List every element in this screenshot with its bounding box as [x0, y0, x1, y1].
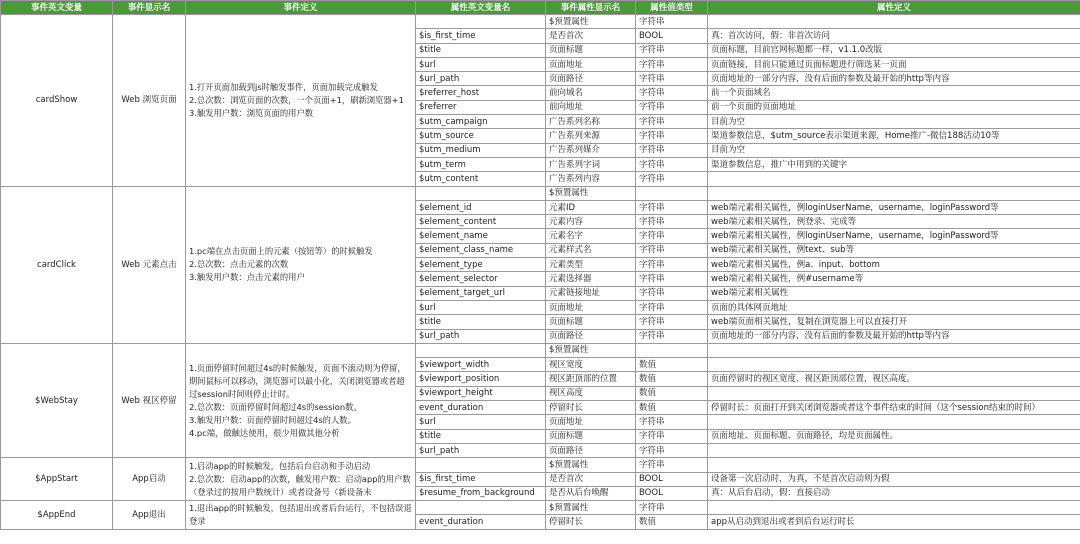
attribute-definition-cell: 前一个页面域名 [708, 86, 1080, 100]
attribute-definition-cell: 页面地址的一部分内容，没有后面的参数及最开始的http等内容 [708, 329, 1080, 343]
event-display-cell: Web 浏览页面 [113, 15, 186, 187]
attribute-var-cell: $element_class_name [416, 243, 546, 257]
attribute-var-cell: event_duration [416, 515, 546, 529]
attribute-var-cell: $url [416, 415, 546, 429]
attribute-var-cell: $url_path [416, 329, 546, 343]
attribute-definition-cell: web端元素相关属性，例loginUserName，username，loginPassword等 [708, 229, 1080, 243]
event-name-cell: cardClick [1, 186, 113, 343]
attribute-type-cell: 字符串 [636, 458, 708, 472]
attribute-definition-cell: 页面地址的一部分内容，没有后面的参数及最开始的http等内容 [708, 72, 1080, 86]
event-definition-cell [186, 343, 416, 457]
attribute-definition-cell: web端元素相关属性，例登录、完成等 [708, 215, 1080, 229]
attribute-display-cell: 页面路径 [546, 443, 636, 457]
attribute-var-cell: $utm_medium [416, 143, 546, 157]
attribute-var-cell: $referrer [416, 100, 546, 114]
attribute-type-cell: 字符串 [636, 300, 708, 314]
event-name-cell: $WebStay [1, 343, 113, 457]
attribute-type-cell: 数值 [636, 386, 708, 400]
attribute-var-cell: $utm_campaign [416, 115, 546, 129]
table-row [1, 15, 1080, 29]
attribute-definition-cell [708, 501, 1080, 515]
attribute-definition-cell: 页面链接，目前只能通过页面标题进行筛选某一页面 [708, 57, 1080, 71]
attribute-type-cell: 字符串 [636, 86, 708, 100]
attribute-definition-cell: web端元素相关属性 [708, 286, 1080, 300]
attribute-type-cell: 字符串 [636, 215, 708, 229]
attribute-var-cell: $viewport_position [416, 372, 546, 386]
header-cell: 事件属性显示名 [546, 1, 636, 15]
attribute-type-cell: 字符串 [636, 229, 708, 243]
header-cell: 属性值类型 [636, 1, 708, 15]
attribute-var-cell: event_duration [416, 401, 546, 415]
definition-line: 4.pc端，做触达使用，很少用做其他分析 [189, 427, 340, 438]
attribute-display-cell: 元素名字 [546, 229, 636, 243]
attribute-definition-cell: web端元素相关属性，例loginUserName，username，loginPassword等 [708, 200, 1080, 214]
attribute-display-cell: 页面地址 [546, 57, 636, 71]
attribute-display-cell: 是否首次 [546, 29, 636, 43]
attribute-var-cell: $element_selector [416, 272, 546, 286]
attribute-var-cell: $utm_content [416, 172, 546, 186]
attribute-type-cell [636, 343, 708, 357]
attribute-display-cell: 前向域名 [546, 86, 636, 100]
attribute-definition-cell: 页面标题，目前官网标题都一样，v1.1.0改版 [708, 43, 1080, 57]
attribute-type-cell: 字符串 [636, 258, 708, 272]
definition-line: 1.打开页面加载到js时触发事件，页面加载完成触发 [189, 81, 378, 92]
definition-line: 2.总次数：页面停留时间超过4s的session数。 [189, 401, 362, 412]
header-cell: 事件显示名 [113, 1, 186, 15]
attribute-display-cell: 视区距顶部的位置 [546, 372, 636, 386]
attribute-var-cell [416, 458, 546, 472]
attribute-var-cell: $element_id [416, 200, 546, 214]
attribute-display-cell: 页面地址 [546, 300, 636, 314]
attribute-definition-cell [708, 386, 1080, 400]
attribute-definition-cell: 真：从后台启动，假：直接启动 [708, 486, 1080, 500]
header-cell: 事件定义 [186, 1, 416, 15]
attribute-var-cell: $element_name [416, 229, 546, 243]
attribute-type-cell: 数值 [636, 515, 708, 529]
attribute-var-cell [416, 15, 546, 29]
event-name-cell: cardShow [1, 15, 113, 187]
attribute-display-cell: 广告系列内容 [546, 172, 636, 186]
attribute-var-cell: $utm_term [416, 157, 546, 171]
attribute-var-cell: $element_target_url [416, 286, 546, 300]
attribute-type-cell: 数值 [636, 372, 708, 386]
definition-line: 3.触发用户数：浏览页面的用户数 [189, 107, 314, 118]
attribute-display-cell: 视区高度 [546, 386, 636, 400]
attribute-definition-cell: 页面的具体网页地址 [708, 300, 1080, 314]
attribute-definition-cell [708, 343, 1080, 357]
attribute-type-cell: 字符串 [636, 157, 708, 171]
attribute-type-cell: 字符串 [636, 501, 708, 515]
event-definition-cell [186, 458, 416, 501]
attribute-definition-cell: 真：首次访问，假：非首次访问 [708, 29, 1080, 43]
attribute-var-cell: $utm_source [416, 129, 546, 143]
attribute-var-cell: $url_path [416, 72, 546, 86]
attribute-display-cell: 元素链接地址 [546, 286, 636, 300]
attribute-var-cell [416, 343, 546, 357]
attribute-definition-cell [708, 415, 1080, 429]
attribute-definition-cell: 前一个页面的页面地址 [708, 100, 1080, 114]
attribute-type-cell: 字符串 [636, 57, 708, 71]
attribute-definition-cell: 页面停留时的视区宽度、视区距顶部位置，视区高度。 [708, 372, 1080, 386]
table-row [1, 186, 1080, 200]
attribute-display-cell: 广告系列字词 [546, 157, 636, 171]
attribute-definition-cell: 渠道参数信息，推广中用到的关键字 [708, 157, 1080, 171]
attribute-type-cell: 字符串 [636, 443, 708, 457]
definition-line: 1.pc端在点击页面上的元素（按钮等）的时候触发 [189, 246, 373, 257]
attribute-type-cell: 字符串 [636, 43, 708, 57]
attribute-var-cell: $is_first_time [416, 29, 546, 43]
attribute-display-cell: 广告系列媒介 [546, 143, 636, 157]
attribute-display-cell: 停留时长 [546, 515, 636, 529]
attribute-definition-cell: 设备第一次启动时，为真，不是首次启动则为假 [708, 472, 1080, 486]
table-row [1, 343, 1080, 357]
attribute-definition-cell: 目前为空 [708, 115, 1080, 129]
attribute-definition-cell [708, 15, 1080, 29]
definition-line: 3.触发用户数：页面停留时间超过4s的人数。 [189, 414, 356, 425]
attribute-type-cell: 字符串 [636, 129, 708, 143]
attribute-var-cell [416, 501, 546, 515]
attribute-type-cell: 字符串 [636, 286, 708, 300]
event-name-cell: $AppStart [1, 458, 113, 501]
event-definition-cell [186, 186, 416, 343]
attribute-var-cell: $is_first_time [416, 472, 546, 486]
header-row [1, 1, 1080, 15]
attribute-type-cell [636, 186, 708, 200]
attribute-definition-cell: web端元素相关属性，例a、input、bottom [708, 258, 1080, 272]
definition-line: 1.退出app的时候触发，包括退出或者后台运行，不包括误退登录 [189, 502, 412, 526]
attribute-var-cell: $element_content [416, 215, 546, 229]
attribute-display-cell: 页面路径 [546, 72, 636, 86]
attribute-definition-cell: app从启动到退出或者到后台运行时长 [708, 515, 1080, 529]
header-cell: 属性定义 [708, 1, 1080, 15]
attribute-type-cell: 字符串 [636, 143, 708, 157]
attribute-definition-cell [708, 186, 1080, 200]
attribute-type-cell: 字符串 [636, 272, 708, 286]
attribute-type-cell: 字符串 [636, 243, 708, 257]
attribute-type-cell: 字符串 [636, 172, 708, 186]
attribute-display-cell: 页面标题 [546, 315, 636, 329]
table-row [1, 458, 1080, 472]
attribute-definition-cell [708, 172, 1080, 186]
header-cell: 属性英文变量名 [416, 1, 546, 15]
attribute-display-cell: 元素选择器 [546, 272, 636, 286]
attribute-type-cell: 字符串 [636, 15, 708, 29]
attribute-type-cell: 字符串 [636, 429, 708, 443]
attribute-type-cell: 字符串 [636, 200, 708, 214]
attribute-display-cell: 页面路径 [546, 329, 636, 343]
attribute-definition-cell: 停留时长：页面打开到关闭浏览器或者这个事件结束的时间（这个session结束的时间） [708, 401, 1080, 415]
event-display-cell: Web 元素点击 [113, 186, 186, 343]
attribute-var-cell: $title [416, 429, 546, 443]
attribute-display-cell: 停留时长 [546, 401, 636, 415]
attribute-type-cell: BOOL [636, 486, 708, 500]
attribute-var-cell: $url_path [416, 443, 546, 457]
attribute-type-cell: 字符串 [636, 415, 708, 429]
definition-line: 2.总次数：浏览页面的次数，一个页面+1，刷新浏览器+1 [189, 94, 404, 105]
definition-line: 3.触发用户数：点击元素的用户 [189, 272, 305, 283]
attribute-display-cell: $预置属性 [546, 458, 636, 472]
event-definition-cell [186, 501, 416, 530]
attribute-display-cell: 页面标题 [546, 43, 636, 57]
attribute-display-cell: 元素ID [546, 200, 636, 214]
event-display-cell: Web 视区停留 [113, 343, 186, 457]
attribute-type-cell: 字符串 [636, 100, 708, 114]
attribute-type-cell: 字符串 [636, 115, 708, 129]
attribute-display-cell: 页面地址 [546, 415, 636, 429]
attribute-definition-cell: 页面地址、页面标题、页面路径，均是页面属性。 [708, 429, 1080, 443]
attribute-type-cell: BOOL [636, 472, 708, 486]
attribute-display-cell: 是否首次 [546, 472, 636, 486]
definition-line: 1.启动app的时候触发，包括后台启动和手动启动 [189, 460, 371, 471]
attribute-display-cell: 前向地址 [546, 100, 636, 114]
attribute-definition-cell: 目前为空 [708, 143, 1080, 157]
attribute-definition-cell: web端元素相关属性，例text、sub等 [708, 243, 1080, 257]
attribute-display-cell: 是否从后台唤醒 [546, 486, 636, 500]
attribute-var-cell: $referrer_host [416, 86, 546, 100]
attribute-display-cell: 广告系列名称 [546, 115, 636, 129]
attribute-display-cell: $预置属性 [546, 186, 636, 200]
attribute-type-cell: 字符串 [636, 315, 708, 329]
attribute-display-cell: 页面标题 [546, 429, 636, 443]
event-definition-cell [186, 15, 416, 187]
attribute-display-cell: 视区宽度 [546, 358, 636, 372]
attribute-var-cell: $url [416, 57, 546, 71]
attribute-display-cell: $预置属性 [546, 501, 636, 515]
attribute-type-cell: 字符串 [636, 72, 708, 86]
attribute-display-cell: $预置属性 [546, 15, 636, 29]
definition-line: 2.总次数：启动app的次数，触发用户数：启动app的用户数（登录过的按用户数统计）或者设备号（新设备未 [189, 473, 411, 497]
header-cell: 事件英文变量 [1, 1, 113, 15]
attribute-display-cell: $预置属性 [546, 343, 636, 357]
attribute-var-cell: $resume_from_background [416, 486, 546, 500]
attribute-var-cell: $element_type [416, 258, 546, 272]
attribute-var-cell: $viewport_height [416, 386, 546, 400]
attribute-type-cell: 数值 [636, 401, 708, 415]
attribute-type-cell: 数值 [636, 358, 708, 372]
attribute-definition-cell [708, 358, 1080, 372]
attribute-var-cell [416, 186, 546, 200]
definition-line: 1.页面停留时间超过4s的时候触发，页面不滚动则为停留，期间鼠标可以移动，浏览器可以最小化，关闭浏览器或者超过session时间则停止计时。 [189, 362, 406, 399]
attribute-var-cell: $url [416, 300, 546, 314]
attribute-display-cell: 元素样式名 [546, 243, 636, 257]
attribute-definition-cell: web端元素相关属性，例#username等 [708, 272, 1080, 286]
attribute-display-cell: 元素内容 [546, 215, 636, 229]
attribute-var-cell: $title [416, 43, 546, 57]
attribute-var-cell: $viewport_width [416, 358, 546, 372]
attribute-type-cell: BOOL [636, 29, 708, 43]
event-name-cell: $AppEnd [1, 501, 113, 530]
event-display-cell: App启动 [113, 458, 186, 501]
definition-line: 2.总次数：点击元素的次数 [189, 259, 289, 270]
attribute-definition-cell: web端页面相关属性，复制在浏览器上可以直接打开 [708, 315, 1080, 329]
attribute-var-cell: $title [416, 315, 546, 329]
attribute-type-cell: 字符串 [636, 329, 708, 343]
attribute-display-cell: 广告系列来源 [546, 129, 636, 143]
table-row [1, 501, 1080, 515]
attribute-display-cell: 元素类型 [546, 258, 636, 272]
event-display-cell: App退出 [113, 501, 186, 530]
attribute-definition-cell [708, 443, 1080, 457]
attribute-definition-cell [708, 458, 1080, 472]
attribute-definition-cell: 渠道参数信息，$utm_source表示渠道来源，Home推广-微信188活动10等 [708, 129, 1080, 143]
